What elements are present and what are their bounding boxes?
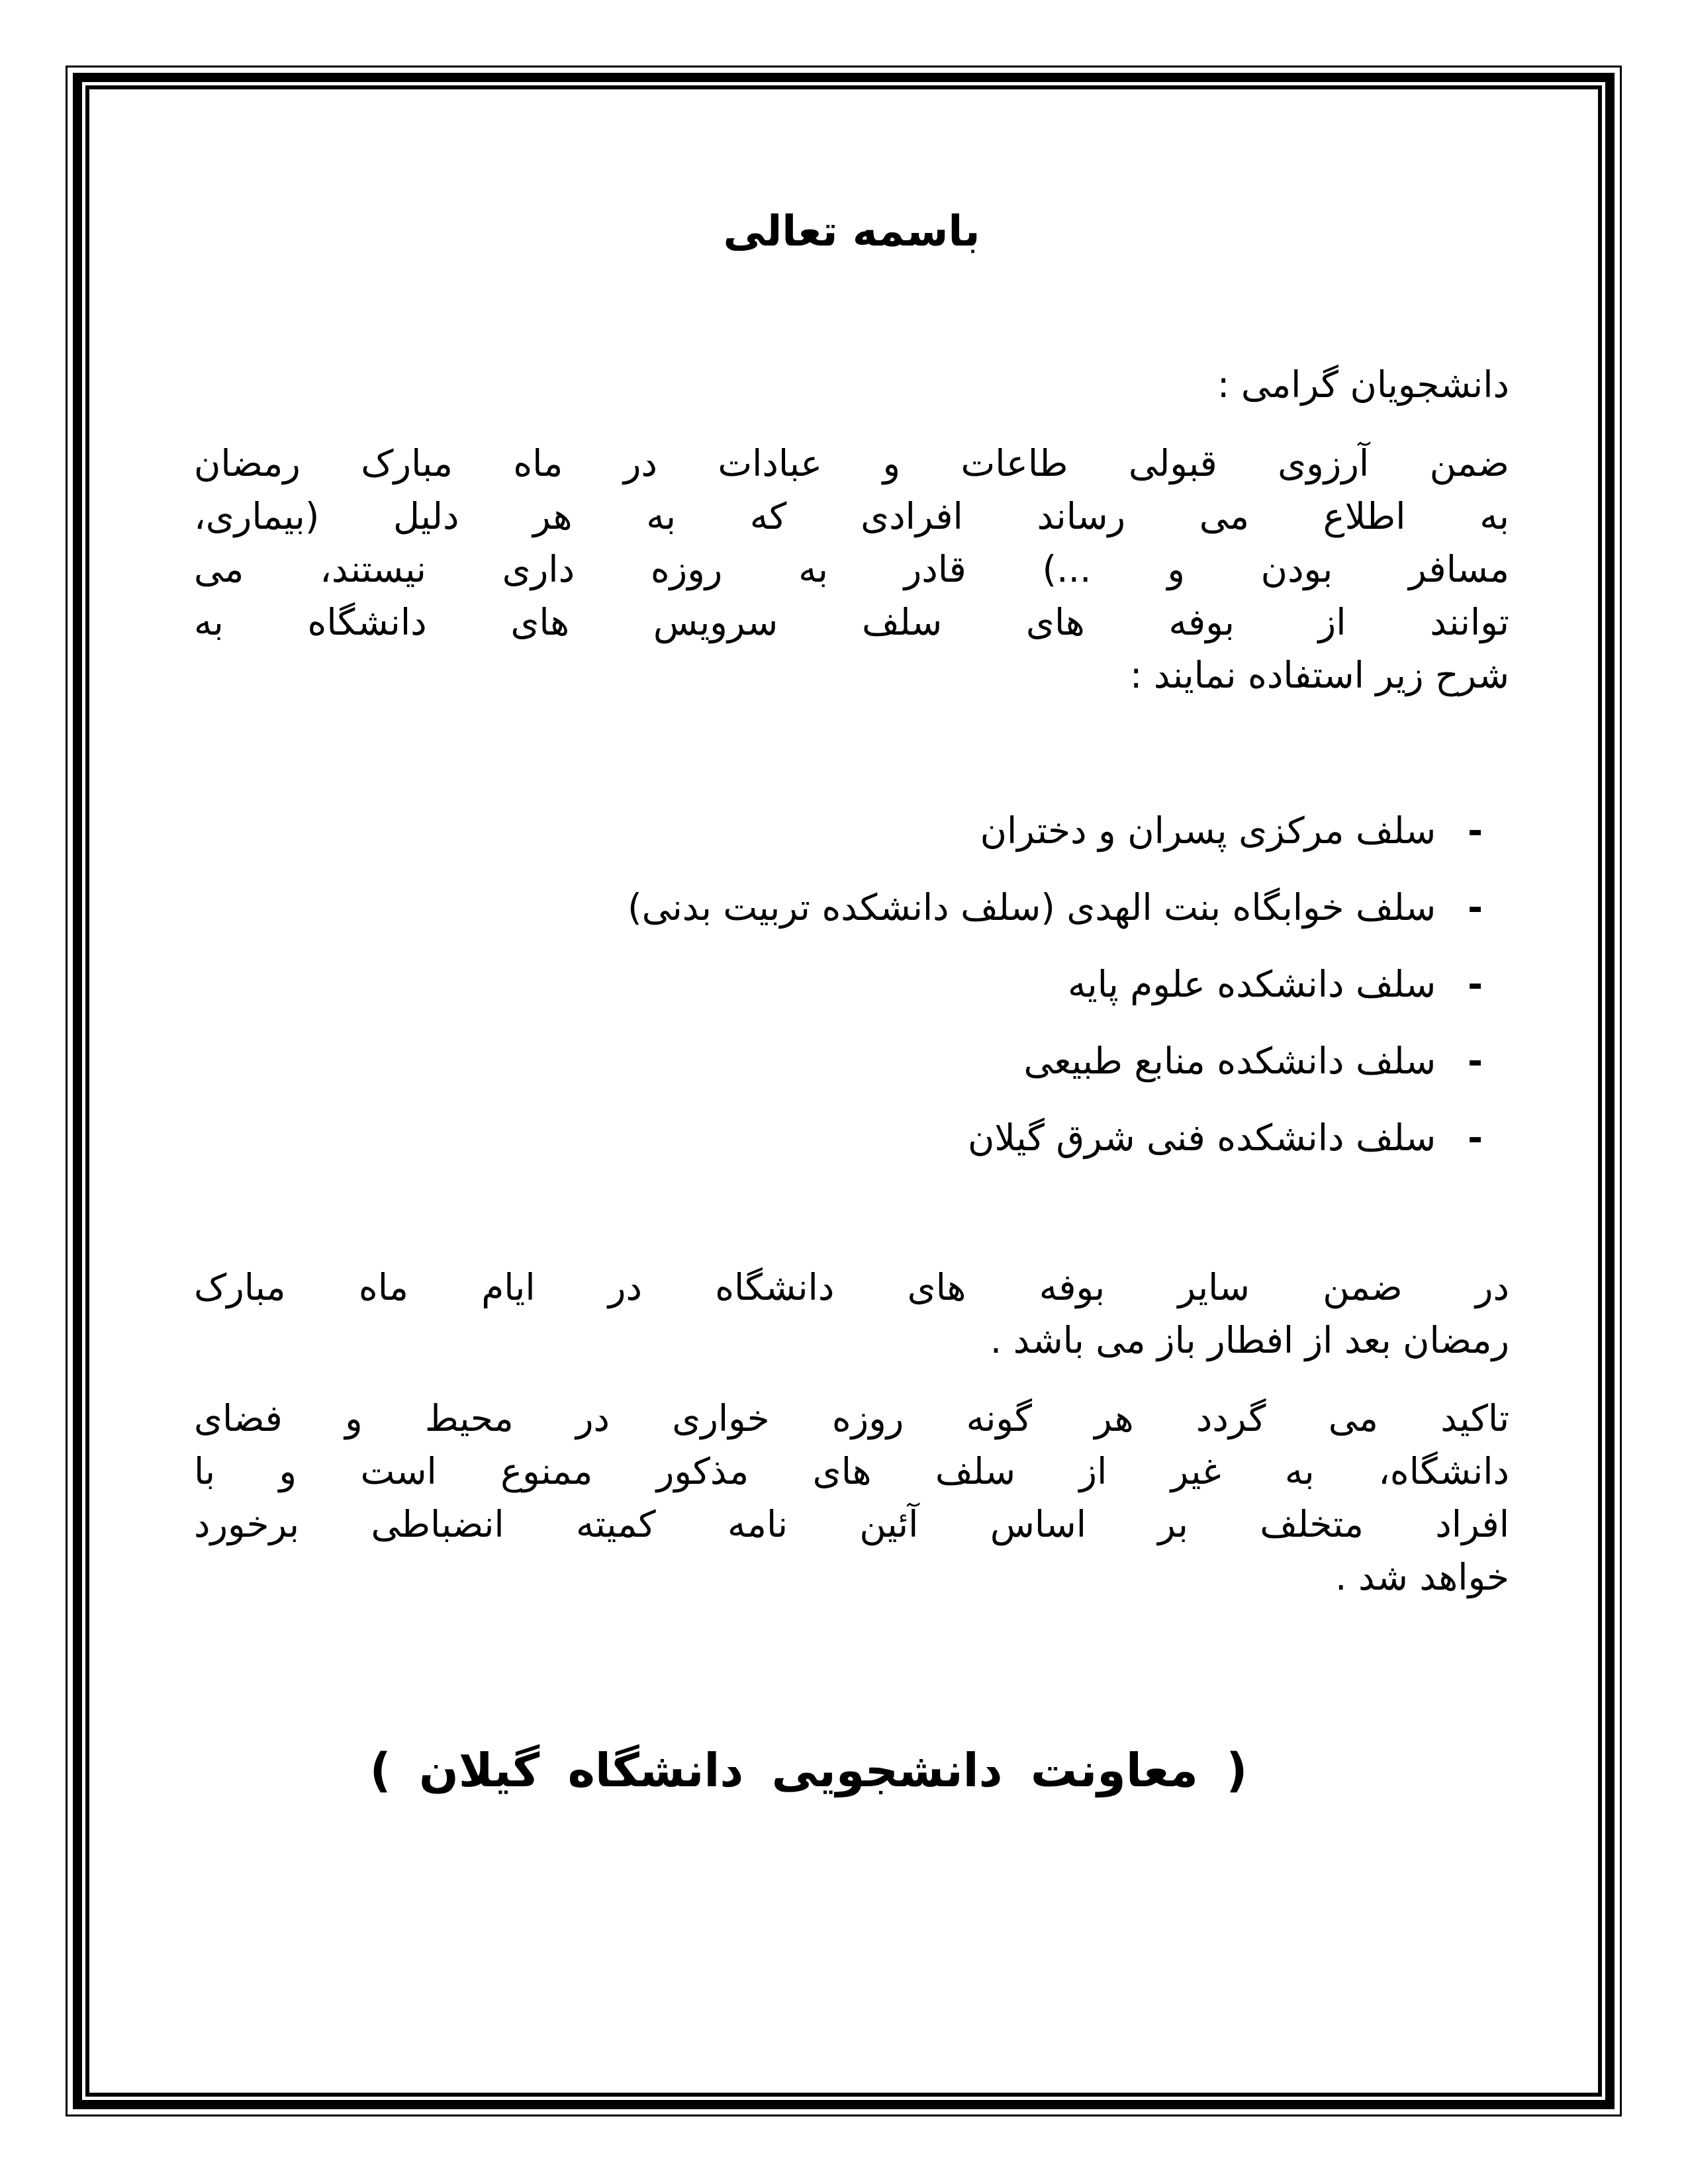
list-item-label: سلف دانشکده منابع طبیعی bbox=[1023, 1040, 1436, 1082]
paragraph-line: شرح زیر استفاده نمایند : bbox=[1129, 654, 1509, 696]
list-item bbox=[194, 946, 1483, 1023]
intro-paragraph bbox=[194, 437, 1509, 702]
dash-marker: - bbox=[1468, 809, 1483, 852]
dash-marker: - bbox=[1468, 1040, 1483, 1082]
paragraph-line: ضمن آرزوی قبولی طاعات و عبادات در ماه مبارک رمضان bbox=[194, 442, 1509, 484]
list-item bbox=[194, 869, 1483, 946]
list-item-label: سلف خوابگاه بنت الهدی (سلف دانشکده تربیت بدنی) bbox=[628, 886, 1436, 929]
list-item-label: سلف مرکزی پسران و دختران bbox=[980, 809, 1436, 852]
dash-marker: - bbox=[1468, 886, 1483, 929]
list-item-label: سلف دانشکده فنی شرق گیلان bbox=[967, 1116, 1436, 1159]
dash-marker: - bbox=[1468, 963, 1483, 1005]
paragraph-line: در ضمن سایر بوفه های دانشگاه در ایام ماه مبارک bbox=[194, 1266, 1509, 1308]
paragraph-line: دانشگاه، به غیر از سلف های مذکور ممنوع است و با bbox=[194, 1450, 1509, 1492]
warning-paragraph bbox=[194, 1392, 1509, 1604]
page-title: باسمه تعالی bbox=[723, 207, 980, 256]
list-item bbox=[194, 1023, 1483, 1099]
dash-marker: - bbox=[1468, 1116, 1483, 1159]
list-item bbox=[194, 792, 1483, 869]
signature: ( معاونت دانشجویی دانشگاه گیلان ) bbox=[369, 1743, 1248, 1797]
paragraph-line: مسافر بودن و ...) قادر به روزه داری نیستند، می bbox=[194, 548, 1509, 590]
paragraph-line: توانند از بوفه های سلف سرویس های دانشگاه به bbox=[194, 601, 1509, 643]
paragraph-line: رمضان بعد از افطار باز می باشد . bbox=[990, 1319, 1509, 1361]
salutation: دانشجویان گرامی : bbox=[1217, 363, 1509, 406]
paragraph-line: خواهد شد . bbox=[1335, 1556, 1509, 1598]
list-item-label: سلف دانشکده علوم پایه bbox=[1067, 963, 1436, 1005]
paragraph-line: افراد متخلف بر اساس آئین نامه کمیته انضباطی برخورد bbox=[194, 1503, 1509, 1545]
note-paragraph bbox=[194, 1261, 1509, 1367]
paragraph-line: تاکید می گردد هر گونه روزه خواری در محیط و فضای bbox=[194, 1397, 1509, 1439]
paragraph-line: به اطلاع می رساند افرادی که به هر دلیل (بیماری، bbox=[194, 495, 1509, 537]
list-item bbox=[194, 1099, 1483, 1176]
cafeteria-list bbox=[194, 792, 1483, 1176]
